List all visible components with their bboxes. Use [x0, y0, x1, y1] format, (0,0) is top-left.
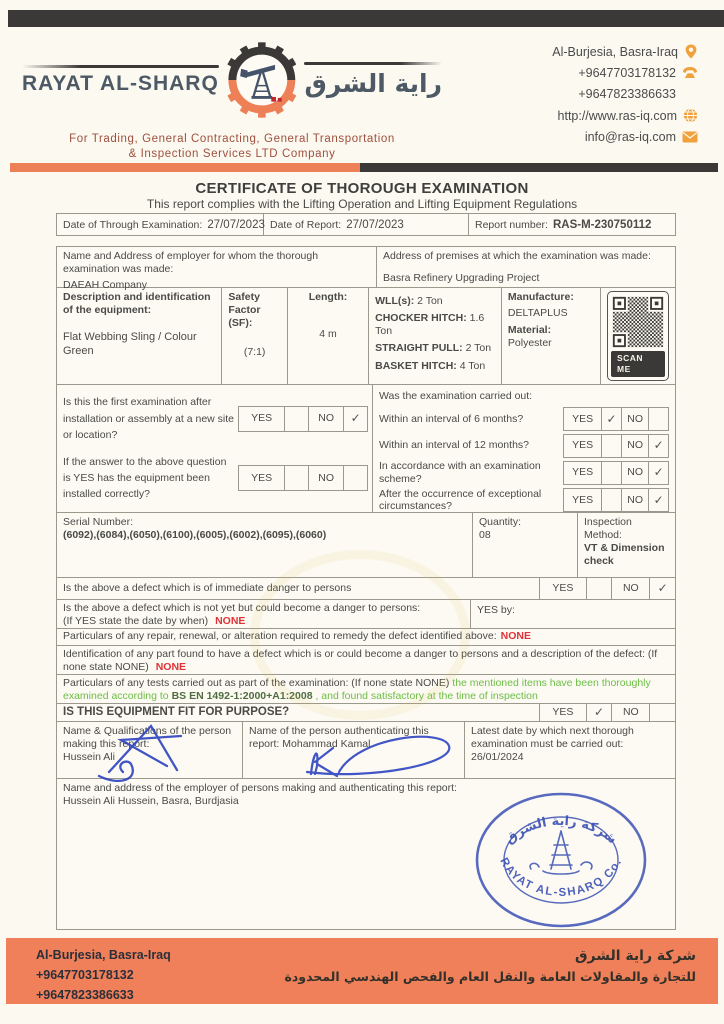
- yes-label: YES: [251, 412, 273, 425]
- future-danger-none: NONE: [215, 615, 246, 628]
- next-examination-label: Latest date by which next thorough examination must be carried out:: [471, 725, 634, 751]
- phone-icon-spacer: [682, 87, 698, 101]
- repairs-text: Particulars of any repair, renewal, or alteration required to remedy the defect identified above:: [63, 630, 497, 643]
- question-text: In accordance with an examination scheme?: [379, 460, 541, 485]
- wll-value: 2 Ton: [417, 295, 443, 307]
- tests-result-text2: , and found satisfactory at the time of inspection: [315, 690, 538, 703]
- equipment-description-label: Description and identification of the equipment:: [63, 291, 211, 317]
- stamp-english-text: RAYAT AL-SHARQ Co.: [497, 856, 625, 899]
- repairs-none: NONE: [500, 630, 532, 643]
- svg-text:RAYAT AL-SHARQ Co.: [497, 856, 624, 899]
- company-name-ar-wrap: [304, 62, 442, 98]
- yes-no-grid: [539, 578, 675, 599]
- yes-label: YES: [572, 412, 594, 425]
- tagline-line1: For Trading, General Contracting, General Transportation: [69, 133, 395, 145]
- quantity-cell: [472, 513, 577, 577]
- straight-pull-line: [375, 342, 495, 355]
- employer-row: [57, 247, 675, 292]
- footer-phone1: +9647703178132: [36, 968, 134, 982]
- footer-company-name-ar: شركة راية الشرق: [575, 948, 696, 964]
- length-value: 4 m: [319, 328, 337, 341]
- straight-pull-value: 2 Ton: [465, 342, 492, 355]
- report-employer-label: Name and address of the employer of persons making and authenticating this report:: [63, 782, 457, 794]
- identification-none: NONE: [155, 661, 187, 674]
- contact-phone1: [578, 66, 698, 80]
- logo-rule-left: [22, 65, 219, 68]
- serial-number-value: (6092),(6084),(6050),(6100),(6005),(6002),(6095),(6060): [63, 529, 327, 542]
- serial-number-label: Serial Number:: [63, 516, 134, 528]
- manufacture-value: DELTAPLUS: [507, 307, 568, 320]
- safety-factor-value: (7:1): [243, 346, 266, 359]
- employer-cell: [57, 247, 376, 292]
- date-of-examination-cell: [56, 213, 264, 236]
- yes-no-grid: [563, 407, 669, 431]
- contact-website-text: http://www.ras-iq.com: [557, 108, 677, 123]
- contact-email: [585, 130, 698, 144]
- yes-by-cell: YES by:: [470, 600, 675, 628]
- company-round-stamp: [473, 791, 649, 929]
- date-of-report-cell: [264, 213, 469, 236]
- yes-label: YES: [251, 471, 273, 484]
- safety-factor-label: Safety Factor (SF):: [228, 291, 261, 330]
- chocker-hitch-line: [375, 312, 495, 338]
- equipment-row: [57, 288, 675, 385]
- qr-cell: [600, 288, 675, 384]
- no-label: NO: [611, 578, 649, 599]
- footer-company-arabic: [285, 945, 697, 1004]
- report-number-label: Report number:: [475, 218, 548, 231]
- basket-hitch-label: BASKET HITCH:: [375, 359, 457, 372]
- envelope-icon: [682, 131, 698, 143]
- top-dark-bar: [8, 10, 724, 27]
- premises-value: Basra Refinery Upgrading Project: [383, 272, 540, 285]
- report-maker-label: Name & Qualifications of the person making this report:: [63, 725, 232, 751]
- yes-checkbox: [284, 407, 308, 431]
- certificate-title: CERTIFICATE OF THOROUGH EXAMINATION: [195, 180, 529, 197]
- report-maker-cell: [57, 722, 242, 778]
- future-danger-line1: Is the above a defect which is not yet but could become a danger to persons:: [63, 602, 421, 614]
- date-report-label: Date of Report:: [270, 218, 342, 231]
- footer-company-desc-ar: للتجارة والمقاولات العامة والنقل العام والفحص الهندسي المحدودة: [284, 969, 696, 984]
- company-letterhead: [22, 38, 442, 162]
- yes-label: YES: [572, 439, 594, 452]
- no-label: NO: [621, 435, 648, 457]
- qr-code-box: [607, 291, 669, 380]
- tagline-line2: & Inspection Services LTD Company: [128, 148, 336, 160]
- dates-row: [56, 213, 676, 236]
- no-label: NO: [621, 462, 648, 484]
- divider-orange-segment: [10, 163, 360, 172]
- employer-label: Name and Address of employer for whom the thorough examination was made:: [63, 250, 319, 276]
- employer-value: DAEAH Company: [63, 279, 148, 292]
- certificate-subtitle: This report complies with the Lifting Operation and Lifting Equipment Regulations: [146, 197, 578, 211]
- report-maker-name: Hussein Ali: [63, 751, 115, 764]
- quantity-label: Quantity:: [479, 516, 522, 528]
- report-number-value: RAS-M-230750112: [552, 218, 652, 231]
- yes-checkbox: [601, 435, 621, 457]
- no-checkbox: ✓: [649, 578, 675, 599]
- inspection-method-cell: [577, 513, 675, 577]
- identification-text: Identification of any part found to have a defect which is or could become a danger to persons and a description of the defect: (If none state NONE): [63, 648, 658, 674]
- question-text: Within an interval of 6 months?: [379, 412, 524, 425]
- manufacture-cell: [501, 288, 600, 384]
- carried-out-question-3: [379, 460, 669, 485]
- no-checkbox: ✓: [648, 462, 668, 484]
- examination-questions-row: [57, 385, 675, 513]
- no-checkbox: ✓: [343, 407, 367, 431]
- globe-icon: [683, 108, 698, 123]
- chocker-hitch-value: 1.6 Ton: [375, 312, 485, 338]
- yes-checkbox: [601, 462, 621, 484]
- premises-cell: [376, 247, 675, 287]
- yes-checkbox: [601, 489, 621, 511]
- yes-no-grid: [539, 704, 675, 721]
- contact-block: [552, 44, 698, 144]
- inspection-method-value: VT & Dimension check: [584, 542, 665, 568]
- question-text: Within an interval of 12 months?: [379, 439, 529, 452]
- no-label: NO: [621, 408, 648, 430]
- report-number-cell: [469, 213, 676, 236]
- carried-out-question-4: [379, 488, 669, 513]
- basket-hitch-value: 4 Ton: [459, 359, 486, 372]
- report-employer-value: Hussein Ali Hussein, Basra, Burdjasia: [63, 795, 239, 808]
- future-danger-hint: (If YES state the date by when): [63, 615, 209, 628]
- faint-watermark-circle: [250, 550, 470, 720]
- contact-phone1-text: +9647703178132: [578, 66, 676, 80]
- yes-no-grid: [238, 465, 368, 491]
- contact-address-text: Al-Burjesia, Basra-Iraq: [552, 44, 678, 59]
- yes-no-grid: [563, 461, 669, 485]
- contact-email-text: info@ras-iq.com: [584, 130, 676, 144]
- yes-label: YES: [552, 581, 574, 594]
- wll-line: [375, 295, 495, 308]
- question-text: Is this the first examination after installation or assembly at a new site or location?: [63, 396, 234, 441]
- length-label: Length:: [308, 291, 348, 303]
- length-cell: [287, 288, 368, 384]
- no-checkbox: [648, 408, 668, 430]
- date-report-value: 27/07/2023: [346, 218, 404, 231]
- footer-phone2: +9647823386633: [36, 988, 134, 1002]
- qr-scan-me-label: SCAN ME: [611, 351, 665, 376]
- wll-cell: [368, 288, 501, 384]
- first-examination-questions: [57, 385, 372, 512]
- equipment-description-value: Flat Webbing Sling / Colour Green: [63, 331, 197, 357]
- no-checkbox: [343, 466, 367, 490]
- company-name-ar: راية الشرق: [304, 69, 442, 98]
- signatories-row: [57, 722, 675, 779]
- yes-label: YES: [552, 705, 574, 718]
- carried-out-question-2: [379, 434, 669, 458]
- yes-label: YES: [572, 466, 594, 479]
- contact-website: [558, 108, 698, 123]
- question-text: If the answer to the above question is YES has the equipment been installed correctly?: [63, 455, 227, 501]
- tests-standard: BS EN 1492-1:2000+A1:2008: [171, 690, 313, 703]
- contact-phone2-text: +9647823386633: [578, 87, 676, 101]
- carried-out-question-1: [379, 407, 669, 431]
- fit-for-purpose-text: IS THIS EQUIPMENT FIT FOR PURPOSE?: [63, 706, 290, 719]
- equipment-description-cell: [57, 288, 221, 384]
- contact-phone2: [578, 87, 698, 101]
- immediate-danger-text: Is the above a defect which is of immediate danger to persons: [63, 581, 352, 594]
- yes-checkbox: ✓: [601, 408, 621, 430]
- yes-checkbox: ✓: [586, 704, 612, 721]
- tests-result-text: the mentioned items have been thoroughly examined according to: [63, 677, 651, 703]
- yes-label: YES: [572, 493, 594, 506]
- first-exam-question-1: [63, 394, 368, 443]
- contact-address: [552, 44, 698, 59]
- chocker-hitch-label: CHOCKER HITCH:: [375, 312, 467, 325]
- next-examination-cell: [464, 722, 675, 778]
- no-label: NO: [611, 704, 649, 721]
- divider-dark-segment: [360, 163, 718, 172]
- stamp-arabic-text: شركة راية الشرق: [502, 813, 620, 848]
- no-label: NO: [621, 489, 648, 511]
- footer-address: Al-Burjesia, Basra-Iraq: [36, 948, 171, 962]
- premises-label: Address of premises at which the examination was made:: [383, 250, 651, 262]
- question-text: After the occurrence of exceptional circumstances?: [379, 487, 542, 513]
- report-authenticator-label: Name of the person authenticating this report:: [249, 725, 429, 751]
- next-examination-value: 26/01/2024: [471, 751, 524, 764]
- date-exam-value: 27/07/2023: [207, 218, 265, 231]
- inspection-method-label: Inspection Method:: [584, 516, 632, 542]
- report-authenticator-name: Mohammad Kamal: [282, 738, 371, 751]
- date-exam-label: Date of Through Examination:: [63, 218, 203, 231]
- material-value: Polyester: [507, 337, 552, 350]
- phone-icon: [682, 66, 698, 80]
- pumpjack-gear-logo-icon: [227, 38, 297, 122]
- location-pin-icon: [684, 44, 698, 59]
- first-exam-question-2: [63, 454, 368, 503]
- yes-checkbox: [284, 466, 308, 490]
- yes-no-grid: [563, 488, 669, 512]
- tests-label: Particulars of any tests carried out as part of the examination: (If none state NONE): [63, 677, 450, 689]
- material-label: Material:: [507, 324, 552, 337]
- yes-checkbox: [586, 578, 612, 599]
- wll-label: WLL(s):: [375, 295, 415, 307]
- footer-contact: [36, 945, 171, 1004]
- no-checkbox: ✓: [648, 435, 668, 457]
- no-checkbox: ✓: [648, 489, 668, 511]
- report-authenticator-cell: [242, 722, 464, 778]
- no-label: NO: [308, 466, 343, 490]
- safety-factor-cell: [221, 288, 286, 384]
- no-checkbox: [649, 704, 675, 721]
- qr-code-icon: [611, 295, 665, 349]
- company-tagline: [22, 132, 442, 162]
- straight-pull-label: STRAIGHT PULL:: [375, 342, 463, 355]
- quantity-value: 08: [479, 529, 491, 542]
- logo-rule-right: [304, 62, 442, 65]
- yes-no-grid: [563, 434, 669, 458]
- basket-hitch-line: [375, 360, 495, 373]
- report-employer-row: [57, 779, 675, 931]
- examination-carried-out-section: [372, 385, 675, 512]
- no-label: NO: [308, 407, 343, 431]
- manufacture-label: Manufacture:: [507, 291, 574, 303]
- company-name-en-wrap: [22, 65, 219, 96]
- yes-no-grid: [238, 406, 368, 432]
- carried-out-heading: Was the examination carried out:: [379, 390, 533, 402]
- footer-bar: [6, 938, 718, 1004]
- header-divider: [10, 163, 718, 172]
- company-name-en: RAYAT AL-SHARQ: [22, 71, 219, 95]
